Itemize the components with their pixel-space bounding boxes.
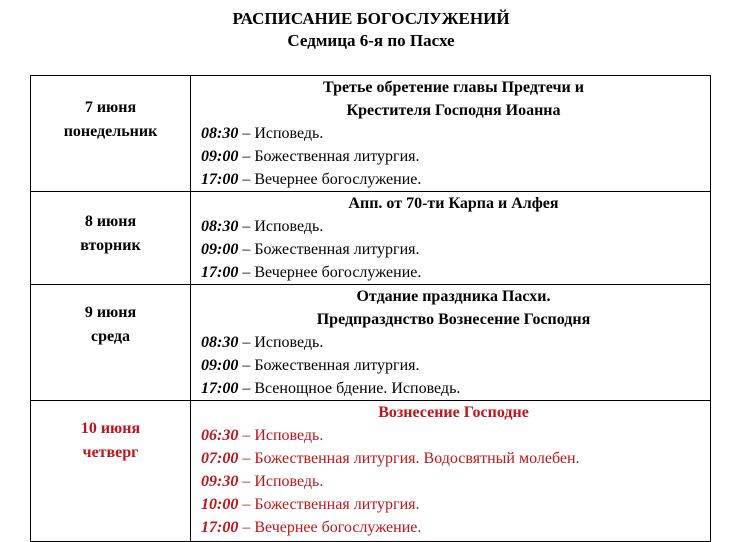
services-cell	[191, 285, 711, 401]
service-text: – Исповедь.	[238, 125, 324, 142]
service-text: – Всенощное бдение. Исповедь.	[238, 380, 461, 397]
table-row-highlight	[31, 401, 711, 542]
day-date: 10 июня	[80, 420, 141, 437]
service-text: – Исповедь.	[238, 473, 324, 490]
service-text: – Вечернее богослужение.	[238, 264, 422, 281]
service-item	[201, 238, 706, 261]
service-item	[201, 377, 706, 400]
day-date: 8 июня	[84, 213, 137, 230]
feast-title-line: Третье обретение главы Предтечи и	[323, 79, 584, 96]
service-time: 08:30	[201, 334, 239, 351]
feast-title-line: Крестителя Господня Иоанна	[346, 102, 561, 119]
day-weekday: понедельник	[63, 123, 158, 140]
service-item	[201, 331, 706, 354]
service-text: – Божественная литургия. Водосвятный молебен.	[238, 450, 580, 467]
day-weekday: вторник	[80, 237, 141, 254]
service-time: 17:00	[201, 519, 239, 536]
service-item	[201, 493, 706, 516]
service-item	[201, 145, 706, 168]
service-time: 09:30	[201, 473, 239, 490]
service-time: 17:00	[201, 380, 239, 397]
service-text: – Божественная литургия.	[238, 496, 420, 513]
day-cell	[31, 401, 191, 542]
service-text: – Исповедь.	[238, 218, 324, 235]
service-item	[201, 447, 706, 470]
service-text: – Вечернее богослужение.	[238, 171, 422, 188]
day-cell	[31, 285, 191, 401]
feast-title-line: Апп. от 70-ти Карпа и Алфея	[348, 195, 559, 212]
service-text: – Исповедь.	[238, 427, 324, 444]
day-cell	[31, 192, 191, 285]
service-text: – Божественная литургия.	[238, 148, 420, 165]
service-time: 08:30	[201, 218, 239, 235]
day-weekday: четверг	[82, 444, 139, 461]
feast-title-line: Вознесение Господне	[378, 404, 529, 421]
service-item	[201, 261, 706, 284]
schedule-header	[0, 8, 732, 52]
day-weekday: среда	[91, 328, 130, 345]
day-cell	[31, 76, 191, 192]
service-item	[201, 354, 706, 377]
feast-title-line: Предпразднство Вознесение Господня	[316, 311, 591, 328]
service-text: – Божественная литургия.	[238, 241, 420, 258]
service-item	[201, 215, 706, 238]
service-item	[201, 424, 706, 447]
feast-title-line: Отдание праздника Пасхи.	[356, 288, 551, 305]
table-row	[31, 285, 711, 401]
service-item	[201, 122, 706, 145]
services-cell	[191, 76, 711, 192]
service-text: – Исповедь.	[238, 334, 324, 351]
service-time: 17:00	[201, 264, 239, 281]
service-time: 17:00	[201, 171, 239, 188]
service-time: 06:30	[201, 427, 239, 444]
service-time: 09:00	[201, 148, 239, 165]
service-time: 09:00	[201, 241, 239, 258]
service-time: 10:00	[201, 496, 239, 513]
services-cell	[191, 401, 711, 542]
services-cell	[191, 192, 711, 285]
service-item	[201, 516, 706, 539]
day-date: 7 июня	[84, 99, 137, 116]
service-item	[201, 168, 706, 191]
service-time: 09:00	[201, 357, 239, 374]
table-row	[31, 192, 711, 285]
service-text: – Божественная литургия.	[238, 357, 420, 374]
day-date: 9 июня	[84, 304, 137, 321]
page-subtitle: Седмица 6-я по Пасхе	[287, 31, 455, 50]
service-time: 08:30	[201, 125, 239, 142]
service-item	[201, 470, 706, 493]
schedule-table	[30, 75, 711, 542]
page-title: РАСПИСАНИЕ БОГОСЛУЖЕНИЙ	[232, 9, 510, 28]
service-text: – Вечернее богослужение.	[238, 519, 422, 536]
table-row	[31, 76, 711, 192]
service-time: 07:00	[201, 450, 239, 467]
